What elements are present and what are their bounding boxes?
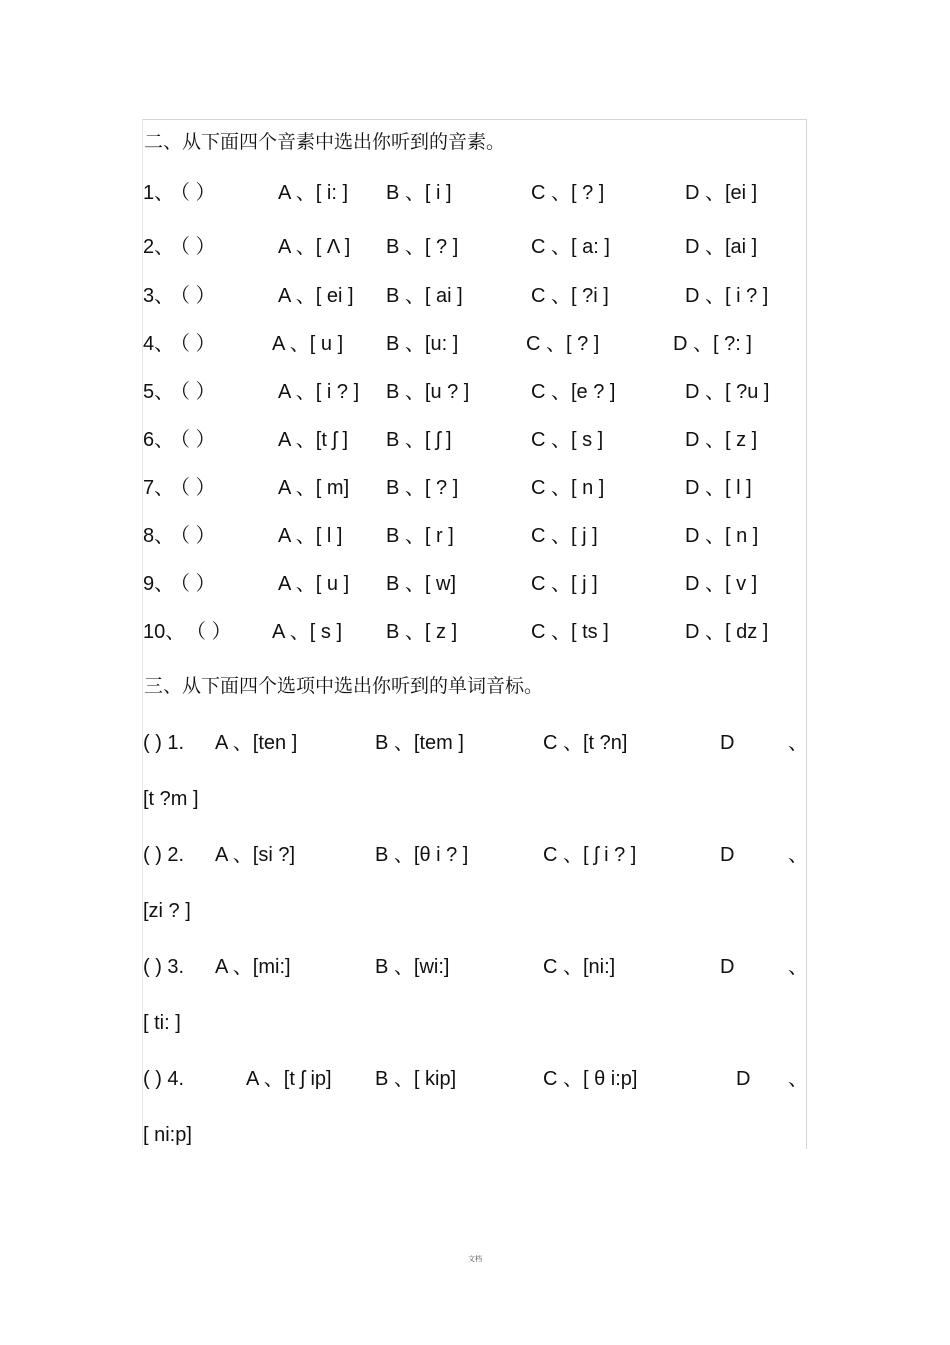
- option-b: B 、[ ? ]: [386, 477, 459, 499]
- option-a: A 、[si ?]: [215, 844, 296, 866]
- option-b: B 、[ i ]: [386, 182, 452, 204]
- option-b: B 、[ ʃ ]: [386, 429, 452, 451]
- answer-blank: （ ）: [170, 573, 216, 595]
- option-c: C 、[ ? ]: [526, 333, 600, 355]
- option-a: A 、[ ei ]: [278, 285, 354, 307]
- option-d: D 、[ l ]: [685, 477, 752, 499]
- question-number: 7、: [143, 477, 175, 499]
- option-d: D 、[ z ]: [685, 429, 758, 451]
- option-d: D 、[ei ]: [685, 182, 758, 204]
- question-number: 10、: [143, 621, 186, 643]
- question-lead: ( ) 3.: [143, 956, 185, 978]
- option-a: A 、[mi:]: [215, 956, 291, 978]
- option-b: B 、[θ i ? ]: [375, 844, 469, 866]
- option-c: C 、[ j ]: [531, 573, 598, 595]
- option-a: A 、[t ʃ ip]: [246, 1068, 332, 1090]
- option-c: C 、[ a: ]: [531, 236, 610, 258]
- question-number: 8、: [143, 525, 175, 547]
- option-d-value: [ ni:p]: [143, 1124, 192, 1146]
- option-c: C 、[ ts ]: [531, 621, 609, 643]
- option-d-letter: D: [720, 844, 735, 866]
- option-c: C 、[ j ]: [531, 525, 598, 547]
- question-number: 3、: [143, 285, 175, 307]
- question-lead: ( ) 4.: [143, 1068, 185, 1090]
- option-b: B 、[wi:]: [375, 956, 450, 978]
- question-number: 4、: [143, 333, 175, 355]
- footer-label: 文档: [468, 1255, 482, 1263]
- option-c: C 、[t ?n]: [543, 732, 628, 754]
- option-c: C 、[ ? ]: [531, 182, 605, 204]
- frame-border-top: [142, 119, 807, 120]
- option-a: A 、[ i: ]: [278, 182, 349, 204]
- option-b: B 、[tem ]: [375, 732, 464, 754]
- option-a: A 、[t ʃ ]: [278, 429, 349, 451]
- option-b: B 、[ w]: [386, 573, 457, 595]
- option-b: B 、[ ai ]: [386, 285, 463, 307]
- answer-blank: （ ）: [170, 285, 216, 307]
- option-d-value: [ ti: ]: [143, 1012, 181, 1034]
- answer-blank: （ ）: [170, 182, 216, 204]
- option-a: A 、[ u ]: [272, 333, 344, 355]
- question-number: 1、: [143, 182, 175, 204]
- option-b: B 、[ kip]: [375, 1068, 457, 1090]
- option-b: B 、[ z ]: [386, 621, 458, 643]
- option-d-letter: D: [736, 1068, 751, 1090]
- option-c: C 、[ ʃ i ? ]: [543, 844, 637, 866]
- answer-blank: （ ）: [170, 525, 216, 547]
- option-d-value: [t ?m ]: [143, 788, 199, 810]
- option-d: D 、[ ?: ]: [673, 333, 752, 355]
- option-d: D 、[ai ]: [685, 236, 758, 258]
- section2-heading: 二、从下面四个音素中选出你听到的音素。: [144, 131, 506, 153]
- question-number: 2、: [143, 236, 175, 258]
- option-c: C 、[ θ i:p]: [543, 1068, 638, 1090]
- option-a: A 、[ten ]: [215, 732, 298, 754]
- option-a: A 、[ Λ ]: [278, 236, 351, 258]
- option-a: A 、[ s ]: [272, 621, 343, 643]
- answer-blank: （ ）: [186, 621, 232, 643]
- option-c: C 、[ s ]: [531, 429, 604, 451]
- option-d: D 、[ n ]: [685, 525, 759, 547]
- option-d: D 、[ i ? ]: [685, 285, 769, 307]
- option-a: A 、[ i ? ]: [278, 381, 360, 403]
- option-b: B 、[u: ]: [386, 333, 459, 355]
- option-d-letter: D: [720, 732, 735, 754]
- section3-heading: 三、从下面四个选项中选出你听到的单词音标。: [144, 675, 544, 697]
- option-d: D 、[ dz ]: [685, 621, 769, 643]
- option-d-separator: 、: [788, 844, 808, 866]
- option-d: D 、[ ?u ]: [685, 381, 770, 403]
- option-d: D 、[ v ]: [685, 573, 758, 595]
- option-a: A 、[ u ]: [278, 573, 350, 595]
- option-a: A 、[ l ]: [278, 525, 343, 547]
- option-d-separator: 、: [788, 732, 808, 754]
- option-c: C 、[ n ]: [531, 477, 605, 499]
- answer-blank: （ ）: [170, 429, 216, 451]
- option-b: B 、[ r ]: [386, 525, 454, 547]
- option-c: C 、[ ?i ]: [531, 285, 609, 307]
- option-d-letter: D: [720, 956, 735, 978]
- answer-blank: （ ）: [170, 477, 216, 499]
- option-d-separator: 、: [788, 1068, 808, 1090]
- option-b: B 、[u ? ]: [386, 381, 470, 403]
- question-number: 5、: [143, 381, 175, 403]
- question-number: 9、: [143, 573, 175, 595]
- answer-blank: （ ）: [170, 333, 216, 355]
- answer-blank: （ ）: [170, 236, 216, 258]
- frame-border-right: [806, 119, 807, 1149]
- option-d-value: [zi ? ]: [143, 900, 191, 922]
- option-b: B 、[ ? ]: [386, 236, 459, 258]
- question-number: 6、: [143, 429, 175, 451]
- option-d-separator: 、: [788, 956, 808, 978]
- question-lead: ( ) 1.: [143, 732, 185, 754]
- answer-blank: （ ）: [170, 381, 216, 403]
- option-c: C 、[ni:]: [543, 956, 616, 978]
- option-c: C 、[e ? ]: [531, 381, 616, 403]
- option-a: A 、[ m]: [278, 477, 350, 499]
- question-lead: ( ) 2.: [143, 844, 185, 866]
